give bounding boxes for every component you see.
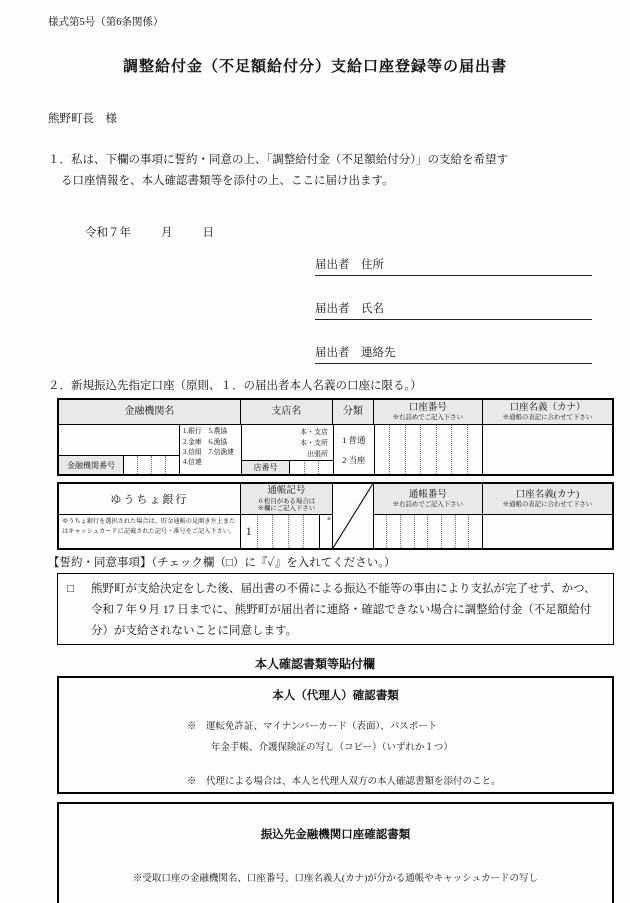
header-account-number-label: 口座番号 — [408, 402, 447, 413]
header-account-holder — [482, 400, 612, 424]
pledge-text: 熊野町が支給決定をした後、届出書の不備による振込不能等の事由により支払が完了せず、かつ、令和７年９月 17 日までに、熊野町が届出者に連絡・確認できない場合に調整給付金（不足額給付分）が支給されないことに同意します。 — [91, 583, 596, 638]
applicant-address-field[interactable] — [315, 256, 592, 276]
slash-line — [333, 484, 373, 548]
applicant-address-label: 届出者 住所 — [315, 259, 384, 272]
account-number-cell — [374, 425, 483, 474]
list-line: 3.信組 7.信漁連 — [183, 448, 234, 456]
digit-cell[interactable] — [290, 461, 304, 474]
identity-note1-line1: ※ 運転免許証、マイナンバーカード（表面）、パスポート — [187, 722, 438, 733]
bank-account-table — [57, 398, 614, 476]
digit-cell[interactable] — [151, 456, 165, 474]
digit-cell[interactable] — [405, 425, 421, 474]
passbook-number-input — [374, 514, 482, 548]
identity-note2: ※ 代理による場合は、本人と代理人双方の本人確認書類を添付のこと。 — [187, 777, 501, 788]
list-line: 出張所 — [307, 450, 329, 459]
section2-heading: ２．新規振込先指定口座（原則、１．の届出者本人名義の口座に限る。） — [48, 380, 422, 393]
bank-name-input-area[interactable] — [59, 425, 179, 455]
addressee: 熊野町長 様 — [48, 113, 117, 125]
digit-cell[interactable] — [427, 515, 441, 548]
passbook-symbol-column — [240, 484, 332, 548]
branch-number-digits — [290, 461, 333, 474]
passbook-symbol-note2: ※欄にご記入下さい — [257, 505, 316, 513]
identity-note1-line2: 年金手帳、介護保険証の写し（コピー）（いずれか１つ） — [211, 743, 453, 754]
bank-table-header-row — [59, 400, 612, 424]
header-branch-name — [240, 400, 332, 424]
yucho-holder-header — [483, 484, 612, 514]
bank-box-note: ※受取口座の金融機関名、口座番号、口座名義人(カナ)が分かる通帳やキャッシュカードの写し — [132, 874, 539, 885]
digit-cell[interactable] — [374, 515, 387, 548]
attachment-area-heading: 本人確認書類等貼付欄 — [254, 657, 375, 672]
passbook-symbol-header — [241, 484, 332, 514]
digit-cell[interactable] — [257, 515, 273, 548]
symbol-digits — [257, 515, 319, 548]
digit-cell[interactable] — [468, 515, 482, 548]
bank-number-label: 金融機関番号 — [59, 456, 124, 474]
digit-cell[interactable] — [400, 515, 414, 548]
branch-number-label: 店番号 — [242, 461, 290, 474]
digit-cell[interactable] — [436, 425, 452, 474]
passbook-symbol-note1: ６桁目がある場合は — [257, 497, 316, 505]
account-number-digits — [375, 425, 483, 474]
bank-code-list — [179, 425, 241, 474]
header-branch-name-label: 支店名 — [271, 406, 302, 418]
branch-options — [242, 425, 333, 460]
yucho-table — [57, 482, 614, 550]
passbook-number-title: 通帳番号 — [408, 489, 447, 500]
symbol-extra-mark: ※ — [326, 517, 332, 523]
form-number: 様式第5号（第6条関係） — [48, 17, 164, 28]
header-bank-name — [59, 400, 240, 424]
header-account-number — [373, 400, 482, 424]
list-line: 4.信連 — [183, 458, 202, 466]
header-account-holder-label: 口座名義（カナ） — [509, 402, 586, 413]
yucho-bank-note: ゆうちょ銀行を選択された場合は、貯金通帳の見開き左上またはキャッシュカードに記載された記号・番号をご記入下さい。 — [59, 514, 240, 548]
list-line: 1.銀行 5.農協 — [183, 428, 228, 436]
identity-documents-paste-box[interactable] — [57, 676, 614, 794]
page-title: 調整給付金（不足額給付分）支給口座登録等の届出書 — [122, 59, 507, 75]
date-month-label: 月 — [161, 227, 173, 240]
header-account-type-label: 分類 — [342, 406, 363, 418]
digit-cell[interactable] — [414, 515, 428, 548]
header-account-type — [332, 400, 373, 424]
bank-number-digits — [124, 456, 179, 474]
list-line: 本・支店 — [300, 428, 329, 437]
symbol-prefix-digit: 1 — [245, 524, 252, 539]
yucho-holder-input-area[interactable] — [483, 514, 612, 548]
yucho-bank-cell — [59, 484, 240, 548]
section1-line1: １．私は、下欄の事項に誓約・同意の上、「調整給付金（不足額給付分）」の支給を希望す — [48, 154, 508, 166]
account-holder-input-area[interactable] — [482, 425, 612, 474]
branch-number-row — [242, 460, 333, 474]
diagonal-slash-cell — [332, 484, 373, 548]
date-line — [85, 224, 630, 240]
digit-cell[interactable] — [386, 515, 400, 548]
bank-table-body-row — [59, 424, 612, 474]
passbook-symbol-input — [241, 514, 332, 548]
bank-box-title: 振込先金融機関口座確認書類 — [260, 829, 411, 842]
digit-cell[interactable] — [288, 515, 304, 548]
pledge-box — [57, 573, 614, 645]
digit-cell[interactable] — [375, 425, 390, 474]
bank-number-row — [59, 455, 179, 474]
header-account-holder-note: ※通帳の表記に合わせて下さい — [502, 414, 593, 422]
yucho-holder-column — [482, 484, 612, 548]
yucho-holder-title: 口座名義(カナ) — [515, 489, 580, 500]
list-line: 2 当座 — [342, 454, 366, 465]
passbook-number-header — [374, 484, 482, 514]
digit-cell[interactable] — [304, 461, 319, 474]
list-line: 本・支所 — [300, 439, 329, 448]
symbol-sixth-digit-cell[interactable] — [319, 515, 332, 548]
applicant-name-field[interactable] — [315, 300, 592, 320]
yucho-bank-label: ゆうちょ銀行 — [110, 494, 189, 507]
yucho-row — [59, 484, 612, 548]
digit-cell[interactable] — [467, 425, 483, 474]
header-account-number-note: ※右詰めでご記入下さい — [392, 414, 463, 422]
date-day-label: 日 — [202, 227, 214, 240]
digit-cell[interactable] — [318, 461, 333, 474]
passbook-number-digits — [374, 515, 482, 548]
digit-cell[interactable] — [420, 425, 436, 474]
digit-cell[interactable] — [441, 515, 455, 548]
applicant-name-label: 届出者 氏名 — [315, 303, 384, 316]
digit-cell[interactable] — [165, 456, 179, 474]
consent-checkbox[interactable]: □ — [67, 583, 74, 596]
applicant-contact-label: 届出者 連絡先 — [315, 347, 396, 360]
bank-name-cell — [59, 425, 241, 474]
account-type-options[interactable] — [333, 425, 374, 474]
applicant-contact-field[interactable] — [315, 344, 592, 364]
date-era-label: 令和７年 — [85, 227, 131, 240]
digit-cell[interactable] — [389, 425, 405, 474]
bank-name-left — [59, 425, 179, 474]
yucho-holder-note: ※通帳の表記に合わせて下さい — [502, 501, 593, 509]
pledge-heading: 【誓約・同意事項】（チェック欄（□）に『✓』を入れてください。） — [48, 557, 396, 570]
section1-line2: る口座情報を、本人確認書類等を添付の上、ここに届け出ます。 — [61, 174, 394, 187]
digit-cell[interactable] — [272, 515, 288, 548]
identity-box-title: 本人（代理人）確認書類 — [272, 690, 399, 703]
branch-name-cell — [241, 425, 333, 474]
list-line: 1 普通 — [342, 435, 366, 446]
passbook-number-column — [373, 484, 482, 548]
digit-cell[interactable] — [451, 425, 467, 474]
list-line: 2.金庫 6.漁協 — [183, 438, 228, 446]
bank-documents-paste-box[interactable] — [57, 802, 614, 903]
digit-cell[interactable] — [137, 456, 151, 474]
digit-cell[interactable] — [303, 515, 319, 548]
passbook-symbol-title: 通帳記号 — [267, 485, 306, 496]
section1-paragraph — [48, 150, 586, 191]
header-bank-name-label: 金融機関名 — [124, 406, 175, 418]
digit-cell[interactable] — [455, 515, 469, 548]
passbook-number-note: ※右詰めでご記入下さい — [392, 501, 463, 509]
digit-cell[interactable] — [124, 456, 137, 474]
